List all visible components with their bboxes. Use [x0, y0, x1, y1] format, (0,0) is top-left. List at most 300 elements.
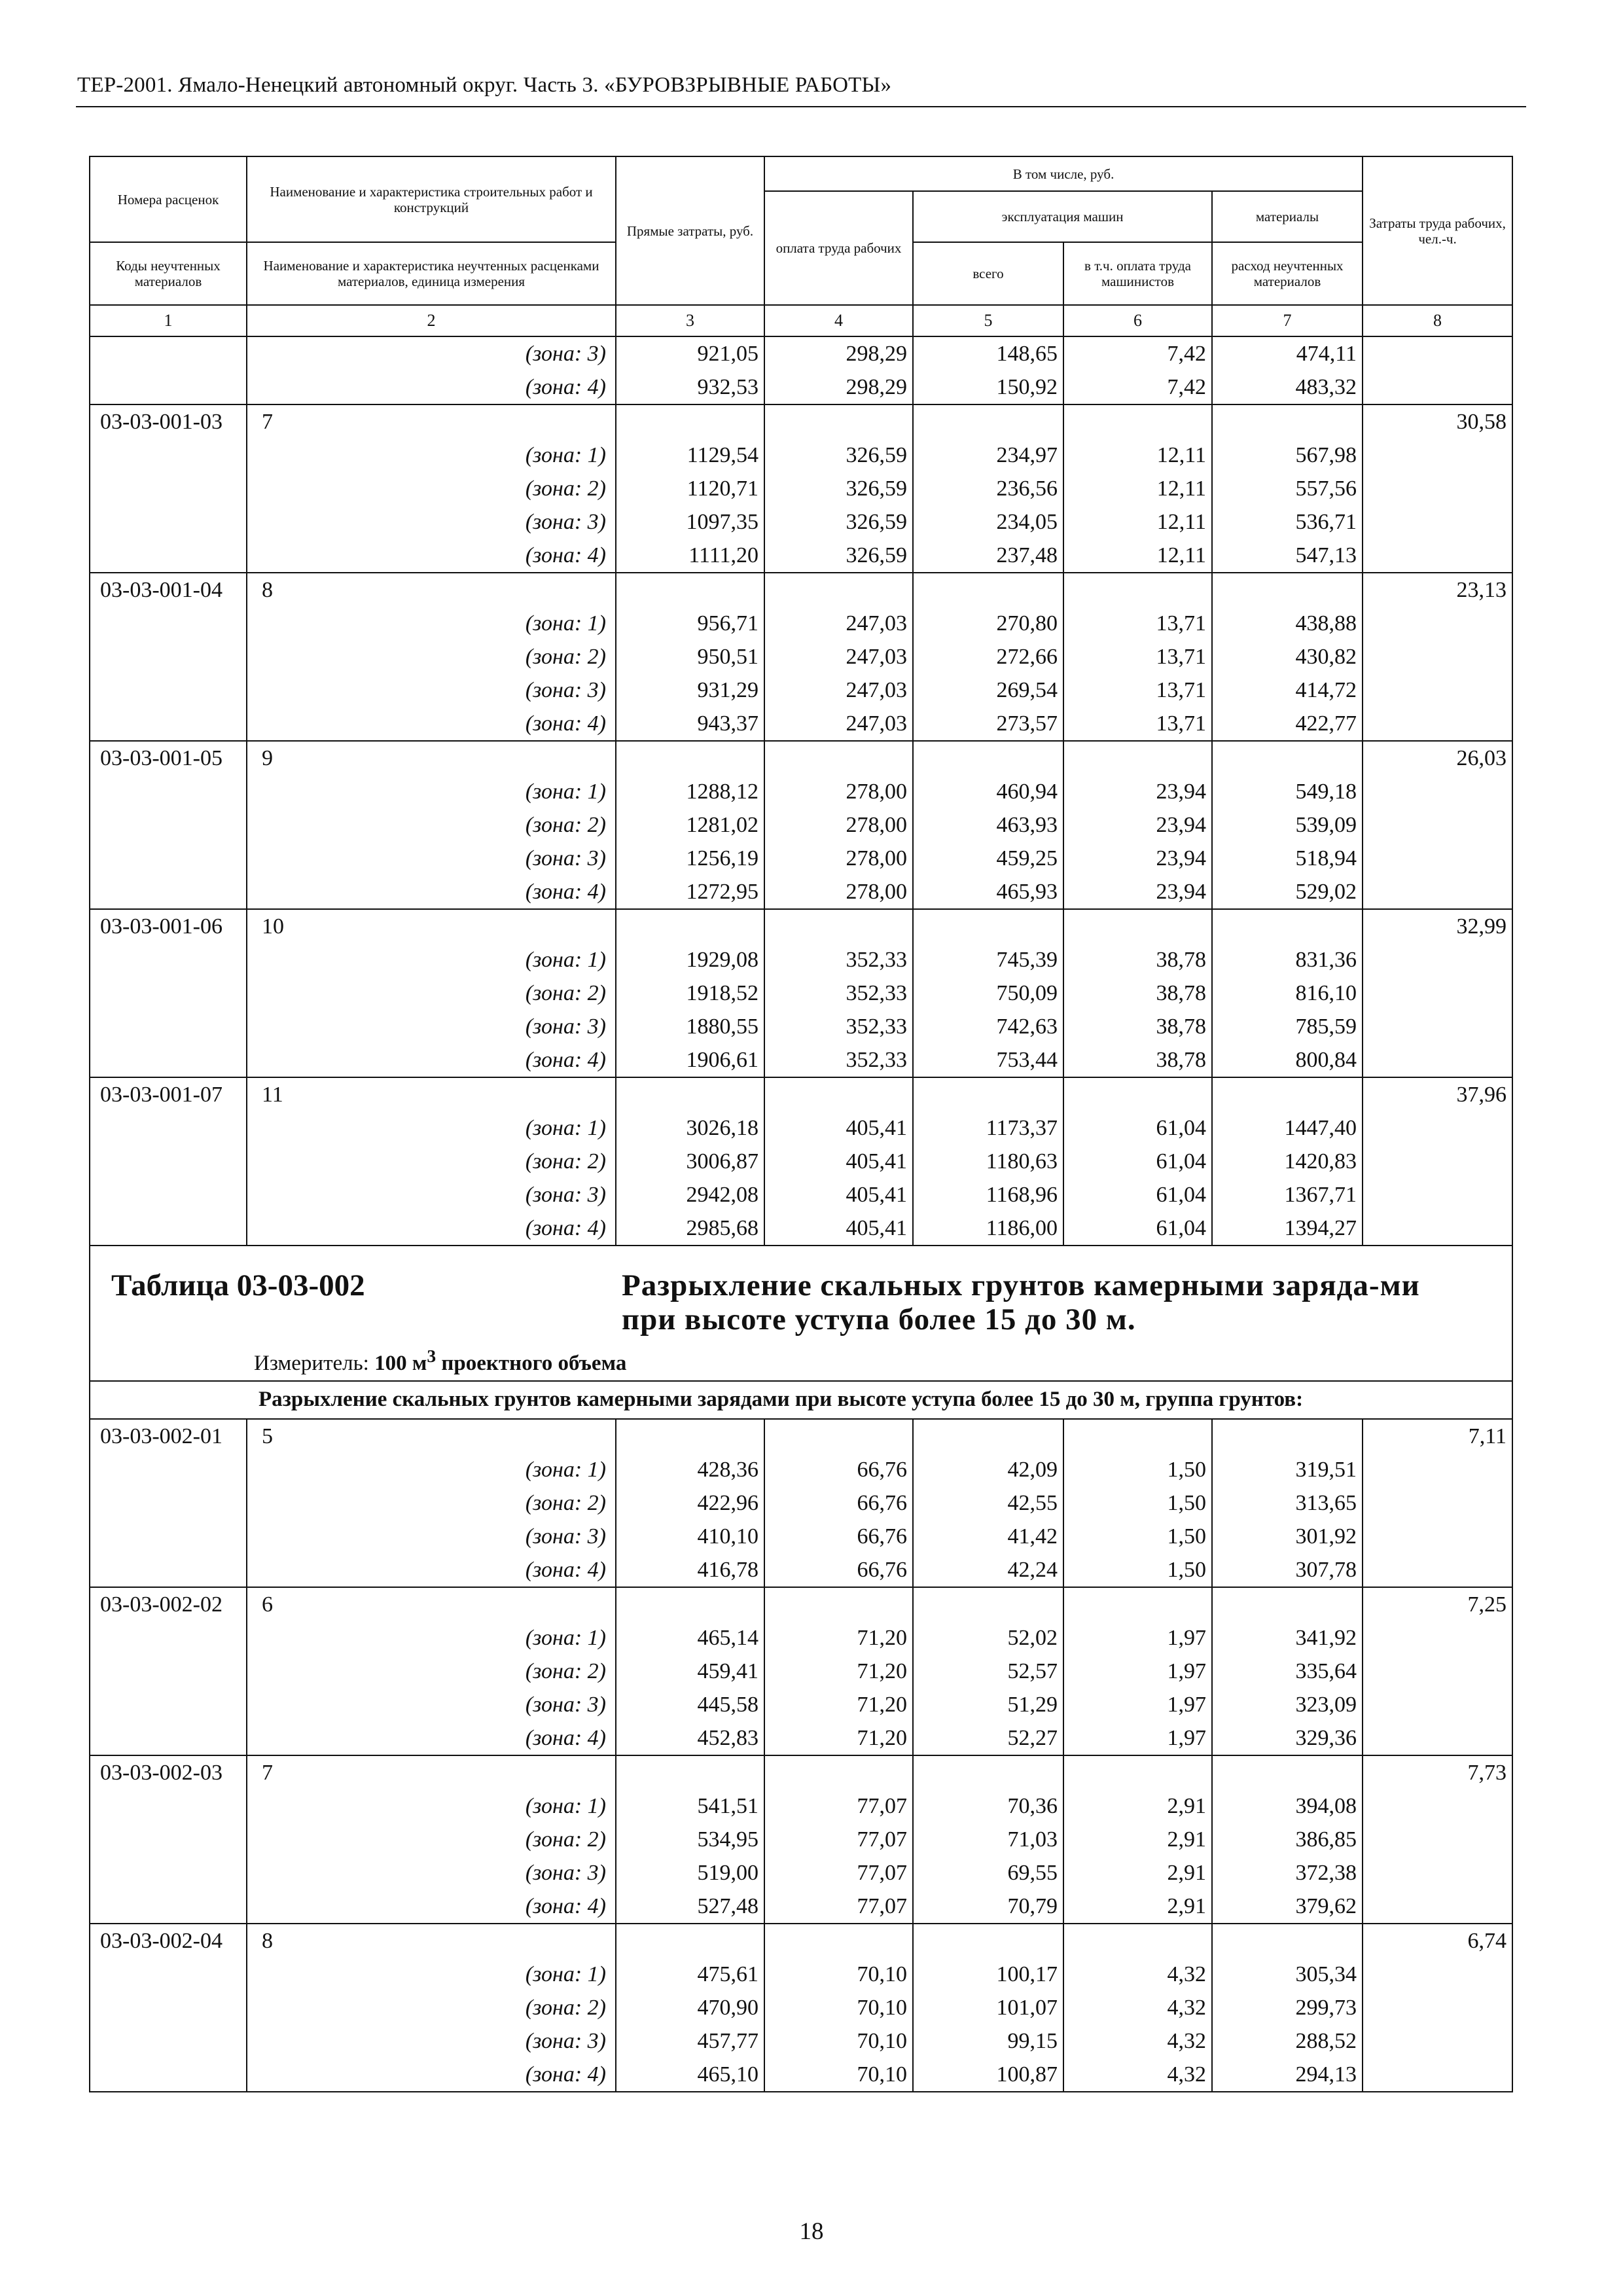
machines-total: 42,24: [913, 1553, 1063, 1587]
soil-group: 7: [247, 1755, 616, 1789]
labor-hours: [1363, 1520, 1512, 1553]
machinists-pay: 12,11: [1063, 439, 1212, 472]
labor-pay: 66,76: [764, 1553, 913, 1587]
code-cell: [90, 1145, 247, 1178]
zone-label: (зона: 2): [247, 1655, 616, 1688]
materials-cost: 313,65: [1212, 1486, 1363, 1520]
rate-group-row: [90, 1587, 1512, 1621]
code-cell: [90, 707, 247, 741]
machines-total: 1168,96: [913, 1178, 1063, 1211]
direct-cost: 422,96: [616, 1486, 764, 1520]
machines-total: 70,36: [913, 1789, 1063, 1823]
materials-cost: 386,85: [1212, 1823, 1363, 1856]
labor-hours: [1363, 1890, 1512, 1924]
labor-pay: 278,00: [764, 775, 913, 808]
table2-description-cell: [247, 1381, 1512, 1419]
zone-row: [90, 1145, 1512, 1178]
direct-cost: 950,51: [616, 640, 764, 673]
labor-pay: 298,29: [764, 370, 913, 404]
zone-label: (зона: 1): [247, 943, 616, 977]
zone-row: [90, 336, 1512, 370]
empty-cell: [616, 573, 764, 607]
measure-prefix: Измеритель:: [254, 1352, 375, 1375]
materials-cost: 1367,71: [1212, 1178, 1363, 1211]
desc-spacer: [90, 1381, 247, 1419]
machinists-pay: 61,04: [1063, 1111, 1212, 1145]
labor-pay: 352,33: [764, 943, 913, 977]
empty-cell: [1212, 909, 1363, 943]
zone-label: (зона: 4): [247, 1721, 616, 1755]
labor-pay: 66,76: [764, 1520, 913, 1553]
zone-label: (зона: 1): [247, 1621, 616, 1655]
machinists-pay: 7,42: [1063, 336, 1212, 370]
zone-row: [90, 1178, 1512, 1211]
direct-cost: 3006,87: [616, 1145, 764, 1178]
labor-pay: 70,10: [764, 2024, 913, 2058]
table2-title-cell: [90, 1246, 1512, 1381]
machinists-pay: 12,11: [1063, 472, 1212, 505]
col-materials: материалы: [1212, 191, 1363, 242]
labor-pay: 326,59: [764, 439, 913, 472]
machinists-pay: 38,78: [1063, 943, 1212, 977]
labor-hours: [1363, 1688, 1512, 1721]
materials-cost: 430,82: [1212, 640, 1363, 673]
empty-cell: [913, 1587, 1063, 1621]
materials-cost: 329,36: [1212, 1721, 1363, 1755]
empty-cell: [616, 909, 764, 943]
code-cell: [90, 1721, 247, 1755]
code-cell: [90, 1043, 247, 1077]
machines-total: 234,97: [913, 439, 1063, 472]
empty-cell: [1212, 573, 1363, 607]
empty-cell: [764, 1755, 913, 1789]
empty-cell: [764, 1077, 913, 1111]
labor-hours: [1363, 1823, 1512, 1856]
machines-total: 99,15: [913, 2024, 1063, 2058]
labor-hours: [1363, 1553, 1512, 1587]
materials-cost: 307,78: [1212, 1553, 1363, 1587]
header-rule: [76, 106, 1526, 107]
labor-hours: 7,73: [1363, 1755, 1512, 1789]
labor-pay: 405,41: [764, 1145, 913, 1178]
code-cell: [90, 1178, 247, 1211]
labor-pay: 77,07: [764, 1789, 913, 1823]
labor-pay: 247,03: [764, 640, 913, 673]
zone-label: (зона: 4): [247, 1890, 616, 1924]
empty-cell: [764, 1419, 913, 1453]
zone-row: [90, 1890, 1512, 1924]
zone-label: (зона: 4): [247, 539, 616, 573]
machinists-pay: 2,91: [1063, 1890, 1212, 1924]
direct-cost: 921,05: [616, 336, 764, 370]
machines-total: 1186,00: [913, 1211, 1063, 1246]
direct-cost: 932,53: [616, 370, 764, 404]
empty-cell: [1063, 741, 1212, 775]
materials-cost: 379,62: [1212, 1890, 1363, 1924]
rate-group-row: [90, 1419, 1512, 1453]
zone-row: [90, 472, 1512, 505]
col-unaccounted-materials: расход неучтенных материалов: [1212, 242, 1363, 305]
zone-label: (зона: 1): [247, 1453, 616, 1486]
col-including: В том числе, руб.: [764, 156, 1363, 191]
machinists-pay: 13,71: [1063, 707, 1212, 741]
labor-pay: 352,33: [764, 1010, 913, 1043]
zone-row: [90, 1111, 1512, 1145]
machinists-pay: 1,97: [1063, 1721, 1212, 1755]
machines-total: 234,05: [913, 505, 1063, 539]
rate-group-row: [90, 741, 1512, 775]
materials-cost: 1447,40: [1212, 1111, 1363, 1145]
code-cell: [90, 472, 247, 505]
direct-cost: 457,77: [616, 2024, 764, 2058]
labor-pay: 70,10: [764, 1958, 913, 1991]
labor-hours: 37,96: [1363, 1077, 1512, 1111]
zone-label: (зона: 1): [247, 607, 616, 640]
labor-hours: 30,58: [1363, 404, 1512, 439]
code-cell: [90, 775, 247, 808]
empty-cell: [1212, 1419, 1363, 1453]
zone-row: [90, 1823, 1512, 1856]
col-direct-costs: Прямые затраты, руб.: [616, 156, 764, 305]
col-number: 3: [616, 305, 764, 336]
labor-hours: [1363, 808, 1512, 842]
materials-cost: 800,84: [1212, 1043, 1363, 1077]
zone-label: (зона: 4): [247, 1211, 616, 1246]
empty-cell: [764, 404, 913, 439]
machines-total: 1173,37: [913, 1111, 1063, 1145]
empty-cell: [764, 573, 913, 607]
zone-label: (зона: 2): [247, 1486, 616, 1520]
labor-pay: 298,29: [764, 336, 913, 370]
rate-group-row: [90, 1924, 1512, 1958]
labor-hours: [1363, 1958, 1512, 1991]
table2-body: [90, 1419, 1512, 2092]
machines-total: 100,17: [913, 1958, 1063, 1991]
empty-cell: [1063, 1077, 1212, 1111]
rates-table: [89, 156, 1513, 2092]
labor-hours: [1363, 1453, 1512, 1486]
zone-label: (зона: 3): [247, 1178, 616, 1211]
code-cell: [90, 439, 247, 472]
materials-cost: 319,51: [1212, 1453, 1363, 1486]
code-cell: [90, 875, 247, 909]
materials-cost: 294,13: [1212, 2058, 1363, 2092]
labor-hours: [1363, 707, 1512, 741]
rate-group-row: [90, 1077, 1512, 1111]
direct-cost: 519,00: [616, 1856, 764, 1890]
machines-total: 270,80: [913, 607, 1063, 640]
machinists-pay: 12,11: [1063, 505, 1212, 539]
zone-label: (зона: 3): [247, 505, 616, 539]
empty-cell: [913, 909, 1063, 943]
machinists-pay: 1,50: [1063, 1453, 1212, 1486]
direct-cost: 445,58: [616, 1688, 764, 1721]
labor-pay: 405,41: [764, 1211, 913, 1246]
zone-row: [90, 1721, 1512, 1755]
machinists-pay: 61,04: [1063, 1211, 1212, 1246]
code-cell: [90, 1453, 247, 1486]
empty-cell: [1212, 1077, 1363, 1111]
empty-cell: [913, 1077, 1063, 1111]
materials-cost: 539,09: [1212, 808, 1363, 842]
zone-row: [90, 1789, 1512, 1823]
empty-cell: [1212, 741, 1363, 775]
labor-pay: 71,20: [764, 1621, 913, 1655]
zone-row: [90, 1688, 1512, 1721]
direct-cost: 931,29: [616, 673, 764, 707]
direct-cost: 1929,08: [616, 943, 764, 977]
rate-code: 03-03-001-07: [90, 1077, 247, 1111]
zone-row: [90, 1958, 1512, 1991]
materials-cost: 557,56: [1212, 472, 1363, 505]
zone-row: [90, 1621, 1512, 1655]
materials-cost: 1420,83: [1212, 1145, 1363, 1178]
zone-label: (зона: 2): [247, 640, 616, 673]
code-cell: [90, 1789, 247, 1823]
direct-cost: 470,90: [616, 1991, 764, 2024]
materials-cost: 394,08: [1212, 1789, 1363, 1823]
labor-pay: 77,07: [764, 1890, 913, 1924]
col-machines: эксплуатация машин: [913, 191, 1212, 242]
labor-hours: [1363, 607, 1512, 640]
table2-label: Таблица 03-03-002: [111, 1268, 365, 1302]
labor-hours: [1363, 1486, 1512, 1520]
labor-pay: 71,20: [764, 1721, 913, 1755]
labor-hours: [1363, 842, 1512, 875]
table2-measure: [90, 1336, 1512, 1380]
labor-pay: 326,59: [764, 472, 913, 505]
direct-cost: 465,14: [616, 1621, 764, 1655]
zone-label: (зона: 2): [247, 472, 616, 505]
labor-hours: [1363, 640, 1512, 673]
machinists-pay: 1,50: [1063, 1520, 1212, 1553]
materials-cost: 341,92: [1212, 1621, 1363, 1655]
empty-cell: [764, 1924, 913, 1958]
code-cell: [90, 505, 247, 539]
direct-cost: 527,48: [616, 1890, 764, 1924]
direct-cost: 1120,71: [616, 472, 764, 505]
machinists-pay: 4,32: [1063, 1991, 1212, 2024]
zone-label: (зона: 4): [247, 2058, 616, 2092]
machinists-pay: 38,78: [1063, 977, 1212, 1010]
direct-cost: 541,51: [616, 1789, 764, 1823]
direct-cost: 1097,35: [616, 505, 764, 539]
labor-hours: [1363, 439, 1512, 472]
materials-cost: 474,11: [1212, 336, 1363, 370]
machinists-pay: 4,32: [1063, 1958, 1212, 1991]
machines-total: 742,63: [913, 1010, 1063, 1043]
empty-cell: [616, 404, 764, 439]
zone-row: [90, 640, 1512, 673]
machinists-pay: 1,50: [1063, 1553, 1212, 1587]
machinists-pay: 38,78: [1063, 1010, 1212, 1043]
col-work-name: Наименование и характеристика строительных работ и конструкций: [247, 156, 616, 242]
code-cell: [90, 2024, 247, 2058]
table2-title: Разрыхление скальных грунтов камерными заряда-ми при высоте уступа более 15 до 30 м.: [622, 1268, 1420, 1336]
code-cell: [90, 1991, 247, 2024]
empty-cell: [913, 404, 1063, 439]
zone-row: [90, 775, 1512, 808]
code-cell: [90, 1010, 247, 1043]
empty-cell: [913, 573, 1063, 607]
soil-group: 5: [247, 1419, 616, 1453]
empty-cell: [1212, 404, 1363, 439]
zone-row: [90, 943, 1512, 977]
zone-row: [90, 539, 1512, 573]
machines-total: 273,57: [913, 707, 1063, 741]
empty-cell: [913, 741, 1063, 775]
soil-group: 9: [247, 741, 616, 775]
machines-total: 71,03: [913, 1823, 1063, 1856]
labor-hours: 6,74: [1363, 1924, 1512, 1958]
zone-label: (зона: 2): [247, 1991, 616, 2024]
empty-cell: [764, 909, 913, 943]
materials-cost: 567,98: [1212, 439, 1363, 472]
code-cell: [90, 1823, 247, 1856]
empty-cell: [764, 741, 913, 775]
labor-hours: [1363, 875, 1512, 909]
machines-total: 237,48: [913, 539, 1063, 573]
machinists-pay: 1,97: [1063, 1655, 1212, 1688]
labor-pay: 70,10: [764, 2058, 913, 2092]
page-number: 18: [799, 2218, 824, 2245]
measure-suffix: проектного объема: [436, 1352, 627, 1375]
soil-group: 8: [247, 1924, 616, 1958]
col-rate-numbers: Номера расценок: [90, 156, 247, 242]
empty-cell: [913, 1419, 1063, 1453]
labor-pay: 71,20: [764, 1688, 913, 1721]
measure-value: 100 м: [374, 1352, 427, 1375]
code-cell: [90, 977, 247, 1010]
col-machinists-pay: в т.ч. оплата труда машинистов: [1063, 242, 1212, 305]
direct-cost: 452,83: [616, 1721, 764, 1755]
empty-cell: [1063, 404, 1212, 439]
machinists-pay: 2,91: [1063, 1789, 1212, 1823]
zone-label: (зона: 2): [247, 808, 616, 842]
labor-hours: 26,03: [1363, 741, 1512, 775]
table1-body: [90, 336, 1512, 1246]
col-number: 4: [764, 305, 913, 336]
labor-pay: 247,03: [764, 607, 913, 640]
rate-code: 03-03-001-05: [90, 741, 247, 775]
zone-row: [90, 2024, 1512, 2058]
direct-cost: 3026,18: [616, 1111, 764, 1145]
soil-group: 7: [247, 404, 616, 439]
direct-cost: 416,78: [616, 1553, 764, 1587]
zone-label: (зона: 1): [247, 1111, 616, 1145]
materials-cost: 438,88: [1212, 607, 1363, 640]
materials-cost: 549,18: [1212, 775, 1363, 808]
zone-label: (зона: 1): [247, 1958, 616, 1991]
zone-label: (зона: 4): [247, 370, 616, 404]
machinists-pay: 61,04: [1063, 1178, 1212, 1211]
machines-total: 465,93: [913, 875, 1063, 909]
code-cell: [90, 640, 247, 673]
machines-total: 236,56: [913, 472, 1063, 505]
code-cell: [90, 842, 247, 875]
col-labor-costs: Затраты труда рабочих, чел.-ч.: [1363, 156, 1512, 305]
direct-cost: 2985,68: [616, 1211, 764, 1246]
labor-hours: [1363, 370, 1512, 404]
direct-cost: 1129,54: [616, 439, 764, 472]
labor-hours: [1363, 1178, 1512, 1211]
labor-hours: [1363, 1111, 1512, 1145]
zone-row: [90, 1553, 1512, 1587]
rate-code: 03-03-001-04: [90, 573, 247, 607]
code-cell: [90, 1688, 247, 1721]
labor-hours: [1363, 2024, 1512, 2058]
empty-cell: [1063, 1755, 1212, 1789]
materials-cost: 785,59: [1212, 1010, 1363, 1043]
direct-cost: 1256,19: [616, 842, 764, 875]
rate-group-row: [90, 404, 1512, 439]
zone-row: [90, 2058, 1512, 2092]
zone-label: (зона: 1): [247, 775, 616, 808]
zone-row: [90, 875, 1512, 909]
labor-pay: 77,07: [764, 1823, 913, 1856]
zone-label: (зона: 3): [247, 1520, 616, 1553]
empty-cell: [616, 741, 764, 775]
machinists-pay: 38,78: [1063, 1043, 1212, 1077]
materials-cost: 299,73: [1212, 1991, 1363, 2024]
zone-row: [90, 1453, 1512, 1486]
direct-cost: 534,95: [616, 1823, 764, 1856]
col-number: 1: [90, 305, 247, 336]
labor-hours: [1363, 539, 1512, 573]
labor-pay: 77,07: [764, 1856, 913, 1890]
labor-hours: [1363, 1010, 1512, 1043]
zone-label: (зона: 4): [247, 1043, 616, 1077]
zone-row: [90, 1520, 1512, 1553]
col-number: 8: [1363, 305, 1512, 336]
code-cell: [90, 1655, 247, 1688]
empty-cell: [616, 1924, 764, 1958]
labor-hours: 32,99: [1363, 909, 1512, 943]
materials-cost: 483,32: [1212, 370, 1363, 404]
machinists-pay: 1,97: [1063, 1621, 1212, 1655]
zone-row: [90, 1211, 1512, 1246]
materials-cost: 518,94: [1212, 842, 1363, 875]
zone-label: (зона: 3): [247, 1688, 616, 1721]
labor-pay: 405,41: [764, 1178, 913, 1211]
machines-total: 42,09: [913, 1453, 1063, 1486]
rate-code: 03-03-001-03: [90, 404, 247, 439]
labor-pay: 326,59: [764, 505, 913, 539]
zone-label: (зона: 2): [247, 1145, 616, 1178]
empty-cell: [1063, 1587, 1212, 1621]
machines-total: 459,25: [913, 842, 1063, 875]
empty-cell: [616, 1587, 764, 1621]
zone-row: [90, 707, 1512, 741]
col-number: 7: [1212, 305, 1363, 336]
labor-hours: [1363, 1043, 1512, 1077]
machines-total: 463,93: [913, 808, 1063, 842]
machines-total: 753,44: [913, 1043, 1063, 1077]
zone-row: [90, 1486, 1512, 1520]
labor-pay: 278,00: [764, 875, 913, 909]
col-machines-total: всего: [913, 242, 1063, 305]
empty-cell: [1212, 1755, 1363, 1789]
direct-cost: 1906,61: [616, 1043, 764, 1077]
machinists-pay: 12,11: [1063, 539, 1212, 573]
labor-hours: [1363, 977, 1512, 1010]
zone-label: (зона: 3): [247, 673, 616, 707]
materials-cost: 323,09: [1212, 1688, 1363, 1721]
labor-pay: 66,76: [764, 1453, 913, 1486]
materials-cost: 288,52: [1212, 2024, 1363, 2058]
empty-cell: [913, 1924, 1063, 1958]
machinists-pay: 1,50: [1063, 1486, 1212, 1520]
